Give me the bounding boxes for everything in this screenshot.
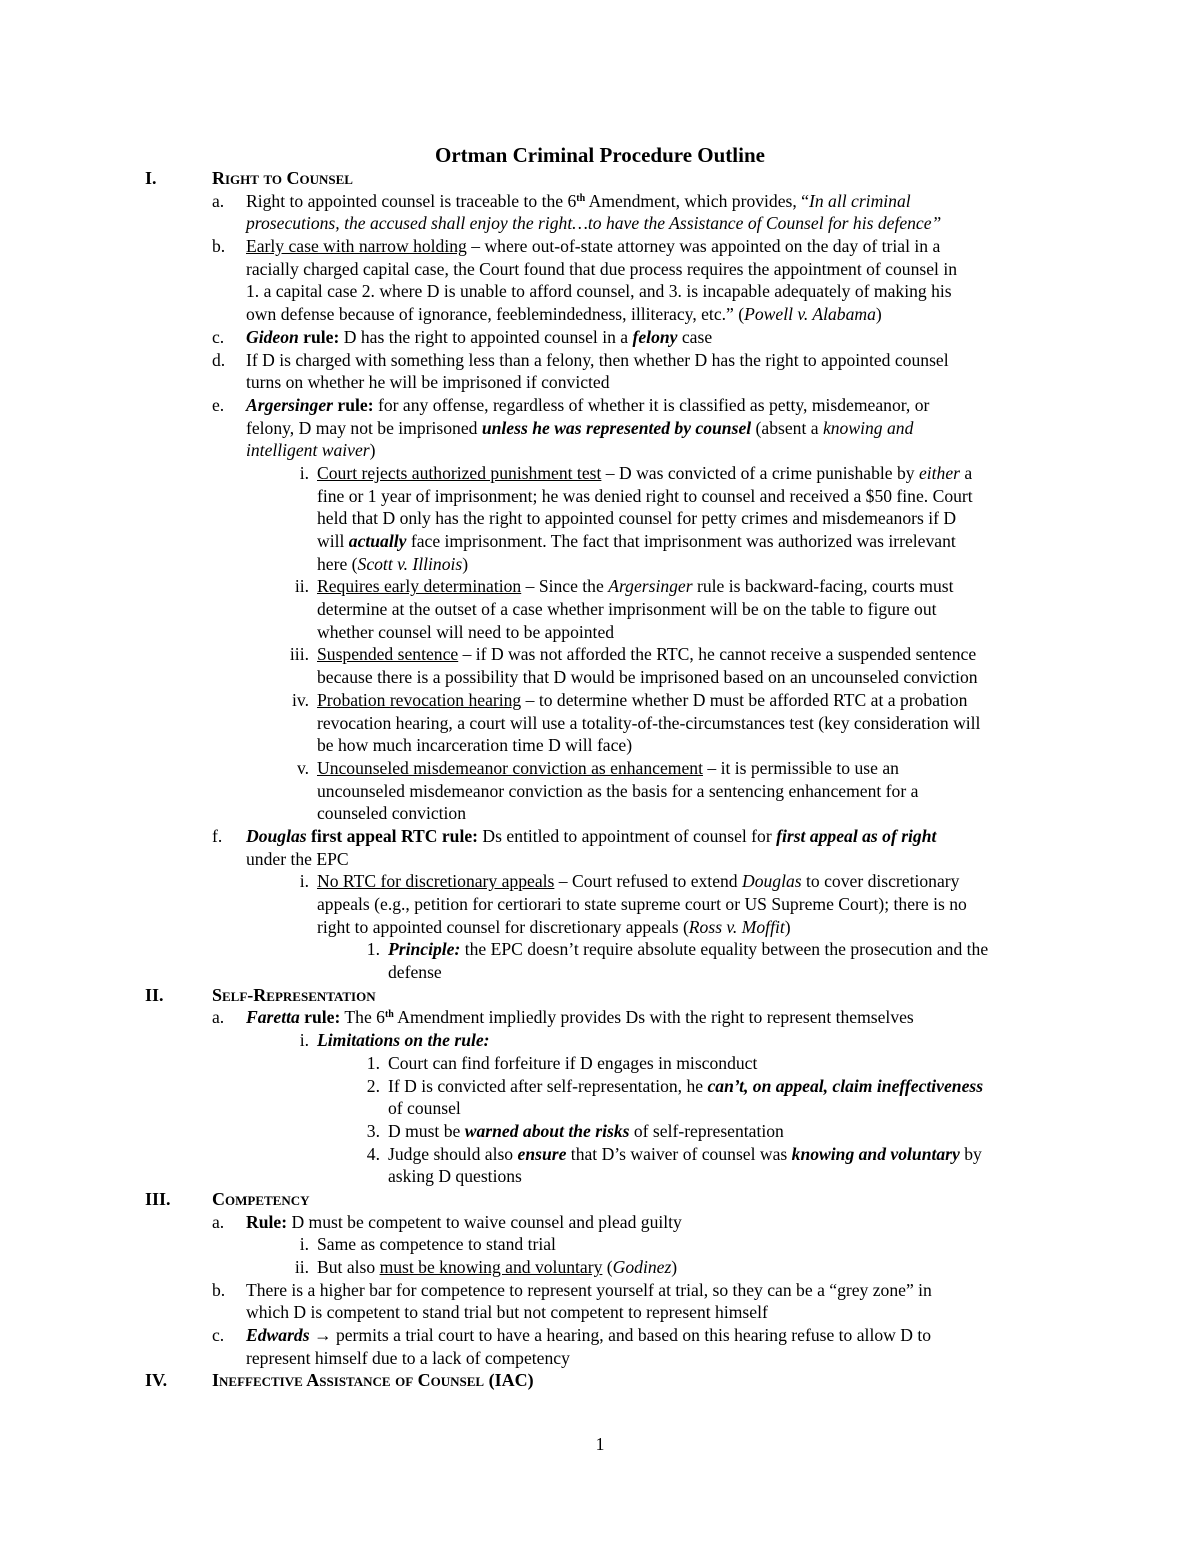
text-run: ): [784, 916, 791, 937]
text-run: Ross v. Moffit: [688, 916, 785, 937]
line-text: [388, 1143, 982, 1166]
line-text: [246, 1301, 768, 1324]
list-marker: i.: [299, 1030, 309, 1051]
line-text: [388, 1097, 461, 1120]
line-text: [317, 598, 937, 621]
text-run: revocation hearing, a court will use a totality-of-the-circumstances test (key consideration will: [317, 712, 981, 733]
outline-line: [0, 734, 1200, 757]
text-run: D has the right to appointed counsel in a: [339, 326, 633, 347]
line-text: [212, 984, 376, 1007]
list-marker: II.: [145, 984, 164, 1005]
outline-line: [0, 235, 1200, 258]
list-marker: c.: [212, 1325, 225, 1346]
line-text: [212, 1188, 310, 1211]
outline-line: [0, 1324, 1200, 1347]
line-text: [246, 235, 940, 258]
text-run: Amendment, which provides, “: [585, 190, 809, 211]
text-run: unless he was represented by counsel: [481, 417, 752, 438]
outline-line: [0, 575, 1200, 598]
text-run: th: [576, 192, 586, 204]
text-run: Faretta: [246, 1007, 300, 1028]
list-marker: 1.: [366, 1052, 380, 1073]
line-text: [388, 961, 442, 984]
line-text: [317, 530, 956, 553]
list-marker: b.: [212, 1279, 226, 1300]
outline-line: [0, 485, 1200, 508]
list-marker: IV.: [145, 1370, 168, 1391]
line-text: [246, 212, 941, 235]
text-run: Powell v. Alabama: [744, 304, 876, 325]
text-run: Argersinger: [608, 576, 693, 597]
text-run: to cover discretionary: [801, 871, 960, 892]
line-text: [317, 485, 973, 508]
text-run: (absent a: [751, 417, 823, 438]
outline-line: [0, 1029, 1200, 1052]
text-run: knowing and: [822, 417, 914, 438]
outline-line: [0, 689, 1200, 712]
list-marker: ii.: [294, 576, 309, 597]
outline-line: [0, 621, 1200, 644]
text-run: Judge should also: [388, 1143, 518, 1164]
text-run: a: [960, 462, 973, 483]
outline-line: [0, 1211, 1200, 1234]
outline-line: [0, 938, 1200, 961]
text-run: – to determine whether D must be afforded RTC at a probation: [521, 689, 968, 710]
list-marker: a.: [212, 1007, 225, 1028]
text-run: Edwards: [246, 1325, 310, 1346]
text-run: – it is permissible to use an: [702, 757, 899, 778]
line-text: [317, 870, 959, 893]
text-run: appeals (e.g., petition for certiorari to state supreme court or US Supreme Court); there is no: [317, 894, 967, 914]
text-run: In all criminal: [809, 190, 911, 211]
line-text: [246, 349, 949, 372]
text-run: Ineffective Assistance of Counsel (IAC): [212, 1370, 534, 1391]
text-run: under the EPC: [246, 848, 349, 869]
text-run: Uncounseled misdemeanor conviction as enhancement: [317, 757, 703, 778]
line-text: [246, 326, 712, 349]
outline-line: [0, 1347, 1200, 1370]
line-text: [317, 712, 980, 735]
line-text: [388, 1052, 757, 1075]
list-marker: 2.: [366, 1075, 380, 1096]
text-run: here (: [317, 553, 358, 574]
line-text: [388, 1165, 522, 1188]
list-marker: i.: [299, 462, 309, 483]
outline-line: [0, 1279, 1200, 1302]
text-run: the EPC doesn’t require absolute equality between the prosecution and the: [460, 939, 989, 960]
page-number: 1: [595, 1434, 605, 1454]
text-run: Rule:: [246, 1211, 288, 1232]
text-run: will: [317, 531, 349, 551]
text-run: whether counsel will need to be appointed: [317, 621, 615, 642]
list-marker: i.: [299, 1234, 309, 1255]
outline-line: [0, 394, 1200, 417]
line-text: [388, 1120, 784, 1143]
list-marker: e.: [212, 394, 225, 415]
outline-line: [0, 1256, 1200, 1279]
outline-line: [0, 439, 1200, 462]
outline-line: [0, 848, 1200, 871]
text-run: Probation revocation hearing: [317, 689, 522, 710]
text-run: Right to appointed counsel is traceable to the 6: [246, 190, 577, 211]
text-run: either: [918, 462, 960, 483]
line-text: [317, 916, 791, 939]
outline-line: [0, 825, 1200, 848]
text-run: intelligent waiver: [246, 440, 370, 461]
line-text: [317, 462, 972, 485]
outline-body: [0, 167, 1200, 1392]
list-marker: c.: [212, 326, 225, 347]
outline-line: [0, 371, 1200, 394]
section-heading: [0, 1369, 1200, 1392]
text-run: – where out-of-state attorney was appointed on the day of trial in a: [466, 236, 941, 257]
outline-line: [0, 666, 1200, 689]
text-run: Douglas: [742, 871, 802, 892]
section-heading: [0, 167, 1200, 190]
document-title: Ortman Criminal Procedure Outline: [435, 143, 765, 167]
outline-line: [0, 757, 1200, 780]
text-run: Self-Representation: [212, 984, 376, 1005]
text-run: determine at the outset of a case whether imprisonment will be on the table to figure out: [317, 599, 937, 620]
text-run: uncounseled misdemeanor conviction as the basis for a sentencing enhancement for a: [317, 780, 919, 801]
list-marker: iii.: [289, 644, 309, 665]
outline-line: [0, 530, 1200, 553]
text-run: – if D was not afforded the RTC, he cannot receive a suspended sentence: [458, 644, 977, 665]
outline-line: [0, 643, 1200, 666]
text-run: counseled conviction: [317, 803, 467, 824]
list-marker: ii.: [294, 1257, 309, 1277]
text-run: of counsel: [388, 1098, 461, 1119]
line-text: [246, 190, 911, 213]
text-run: which D is competent to stand trial but not competent to represent himself: [246, 1302, 768, 1323]
text-run: There is a higher bar for competence to represent yourself at trial, so they can be a “grey zone” in: [246, 1279, 932, 1300]
text-run: racially charged capital case, the Court found that due process requires the appointment of counsel in: [246, 258, 958, 279]
text-run: that D’s waiver of counsel was: [566, 1143, 792, 1164]
text-run: Same as competence to stand trial: [317, 1234, 556, 1255]
line-text: [317, 643, 976, 666]
line-text: [317, 1029, 490, 1052]
list-marker: 1.: [366, 939, 380, 960]
line-text: [388, 938, 988, 961]
text-run: face imprisonment. The fact that imprisonment was authorized was irrelevant: [406, 531, 956, 551]
text-run: actually: [348, 531, 407, 551]
text-run: Douglas: [246, 825, 307, 846]
line-text: [246, 303, 882, 326]
outline-line: [0, 1097, 1200, 1120]
text-run: by: [959, 1143, 982, 1164]
line-text: [317, 757, 899, 780]
text-run: ): [671, 1257, 678, 1277]
text-run: 1. a capital case 2. where D is unable to afford counsel, and 3. is incapable adequately of making his: [246, 281, 952, 302]
text-run: D must be competent to waive counsel and plead guilty: [287, 1211, 682, 1232]
text-run: →: [309, 1325, 336, 1346]
text-run: turns on whether he will be imprisoned if convicted: [246, 372, 610, 393]
text-run: If D is convicted after self-representation, he: [388, 1075, 708, 1096]
outline-line: [0, 712, 1200, 735]
outline-line: [0, 462, 1200, 485]
line-text: [317, 553, 468, 576]
text-run: first appeal as of right: [776, 825, 937, 846]
text-run: Competency: [212, 1188, 310, 1209]
list-marker: a.: [212, 1211, 225, 1232]
outline-line: [0, 1165, 1200, 1188]
text-run: asking D questions: [388, 1166, 522, 1187]
text-run: rule is backward-facing, courts must: [692, 576, 954, 597]
line-text: [246, 1211, 682, 1234]
text-run: ): [369, 440, 376, 461]
text-run: first appeal RTC rule:: [306, 825, 479, 846]
text-run: represent himself due to a lack of competency: [246, 1347, 570, 1368]
text-run: permits a trial court to have a hearing, and based on this hearing refuse to allow D to: [335, 1325, 932, 1346]
text-run: own defense because of ignorance, feeblemindedness, illiteracy, etc.” (: [246, 304, 745, 325]
list-marker: f.: [212, 825, 223, 846]
outline-line: [0, 780, 1200, 803]
line-text: [317, 780, 918, 803]
outline-line: [0, 280, 1200, 303]
outline-line: [0, 1233, 1200, 1256]
text-run: right to appointed counsel for discretionary appeals (: [317, 916, 689, 937]
section-heading: [0, 984, 1200, 1007]
outline-line: [0, 598, 1200, 621]
text-run: because there is a possibility that D would be imprisoned based on an uncounseled conviction: [317, 667, 978, 688]
list-marker: a.: [212, 190, 225, 211]
text-run: be how much incarceration time D will face): [317, 735, 633, 756]
text-run: (: [602, 1257, 613, 1277]
text-run: must be knowing and voluntary: [379, 1257, 603, 1277]
text-run: D must be: [388, 1120, 465, 1141]
text-run: Argersinger: [246, 394, 334, 415]
text-run: defense: [388, 962, 442, 983]
list-marker: iv.: [292, 689, 309, 710]
list-marker: 3.: [366, 1120, 380, 1141]
text-run: ): [462, 553, 469, 574]
outline-line: [0, 1120, 1200, 1143]
text-run: Amendment impliedly provides Ds with the right to represent themselves: [393, 1007, 914, 1028]
text-run: held that D only has the right to appointed counsel for petty crimes and misdemeanors if D: [317, 508, 957, 529]
text-run: Early case with narrow holding: [246, 236, 467, 257]
outline-line: [0, 1006, 1200, 1029]
line-text: [246, 848, 349, 871]
outline-line: [0, 349, 1200, 372]
text-run: Ds entitled to appointment of counsel for: [478, 825, 777, 846]
line-text: [212, 1369, 534, 1392]
list-marker: i.: [299, 871, 309, 892]
text-run: – Since the: [521, 576, 609, 597]
outline-line: [0, 553, 1200, 576]
outline-line: [0, 961, 1200, 984]
text-run: Right to Counsel: [212, 168, 353, 188]
outline-line: [0, 802, 1200, 825]
text-run: case: [677, 326, 713, 347]
line-text: [317, 621, 614, 644]
outline-line: [0, 212, 1200, 235]
text-run: rule:: [299, 1007, 341, 1028]
outline-line: [0, 1075, 1200, 1098]
line-text: [317, 1233, 556, 1256]
line-text: [317, 689, 967, 712]
text-run: Limitations on the rule:: [317, 1030, 490, 1051]
line-text: [246, 825, 936, 848]
text-run: of self-representation: [629, 1120, 784, 1141]
list-marker: b.: [212, 236, 226, 257]
text-run: But also: [317, 1257, 380, 1277]
section-heading: [0, 1188, 1200, 1211]
line-text: [317, 1256, 677, 1279]
list-marker: I.: [145, 168, 157, 188]
line-text: [246, 258, 957, 281]
line-text: [317, 893, 967, 916]
outline-line: [0, 1143, 1200, 1166]
text-run: rule:: [333, 394, 374, 415]
text-run: for any offense, regardless of whether it is classified as petty, misdemeanor, or: [373, 394, 930, 415]
outline-line: [0, 303, 1200, 326]
text-run: No RTC for discretionary appeals: [317, 871, 555, 892]
outline-line: [0, 417, 1200, 440]
list-marker: III.: [145, 1188, 171, 1209]
text-run: felony: [632, 326, 678, 347]
line-text: [246, 371, 610, 394]
text-run: Court can find forfeiture if D engages in misconduct: [388, 1052, 758, 1073]
text-run: can’t, on appeal, claim ineffectiveness: [707, 1075, 984, 1096]
outline-line: [0, 258, 1200, 281]
text-run: Godinez: [612, 1257, 672, 1277]
text-run: warned about the risks: [464, 1120, 630, 1141]
text-run: ): [875, 304, 882, 325]
outline-line: [0, 1301, 1200, 1324]
text-run: Gideon: [246, 326, 299, 347]
text-run: Principle:: [388, 939, 461, 960]
text-run: – Court refused to extend: [554, 871, 742, 892]
text-run: Requires early determination: [317, 576, 522, 597]
text-run: ensure: [517, 1143, 567, 1164]
text-run: Court rejects authorized punishment test: [317, 462, 602, 483]
line-text: [212, 167, 353, 190]
outline-line: [0, 870, 1200, 893]
list-marker: 4.: [366, 1143, 380, 1164]
line-text: [317, 575, 954, 598]
text-run: fine or 1 year of imprisonment; he was denied right to counsel and received a $50 fine. Court: [317, 485, 973, 506]
text-run: If D is charged with something less than a felony, then whether D has the right to appointed counsel: [246, 349, 949, 370]
line-text: [246, 439, 375, 462]
text-run: knowing and voluntary: [791, 1143, 960, 1164]
line-text: [388, 1075, 983, 1098]
line-text: [246, 1006, 914, 1029]
text-run: rule:: [298, 326, 340, 347]
line-text: [246, 280, 952, 303]
text-run: prosecutions, the accused shall enjoy the right…to have the Assistance of Counsel for his defence”: [246, 213, 942, 234]
text-run: – D was convicted of a crime punishable by: [601, 462, 919, 483]
line-text: [317, 666, 978, 689]
outline-line: [0, 916, 1200, 939]
line-text: [317, 802, 466, 825]
text-run: Scott v. Illinois: [357, 553, 463, 574]
text-run: The 6: [340, 1007, 385, 1028]
outline-line: [0, 1052, 1200, 1075]
list-marker: d.: [212, 349, 226, 370]
outline-line: [0, 326, 1200, 349]
outline-line: [0, 507, 1200, 530]
text-run: th: [384, 1009, 394, 1021]
line-text: [246, 1347, 570, 1370]
line-text: [246, 1324, 931, 1347]
line-text: [317, 507, 956, 530]
list-marker: v.: [296, 757, 309, 778]
text-run: felony, D may not be imprisoned: [246, 417, 482, 438]
line-text: [246, 417, 913, 440]
outline-line: [0, 190, 1200, 213]
line-text: [317, 734, 632, 757]
line-text: [246, 1279, 932, 1302]
line-text: [246, 394, 929, 417]
text-run: Suspended sentence: [317, 644, 459, 665]
outline-line: [0, 893, 1200, 916]
